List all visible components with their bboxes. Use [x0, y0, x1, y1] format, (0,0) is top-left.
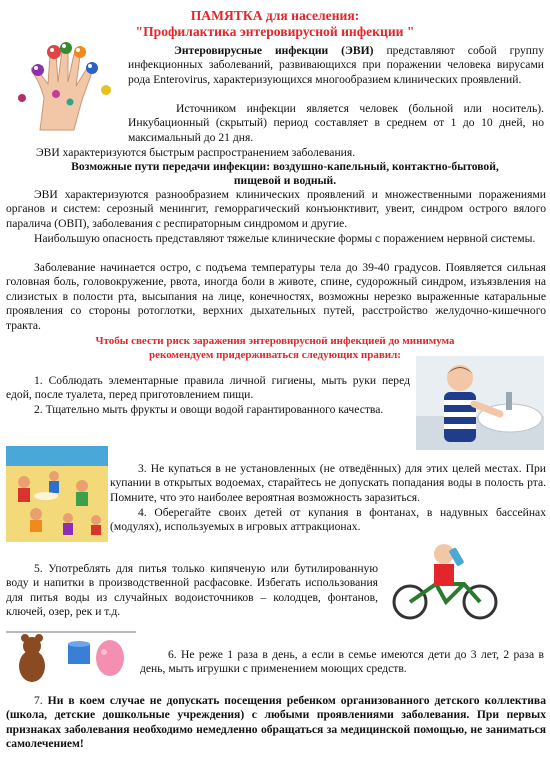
page-subtitle: "Профилактика энтеровирусной инфекции " — [135, 24, 415, 39]
intro-paragraph — [128, 44, 544, 87]
rule-2: 2. Тщательно мыть фрукты и овощи водой гарантированного качества. — [34, 403, 384, 416]
beach-crowd-icon — [6, 446, 108, 542]
intro-definition: представляют собой группу инфекционных заболеваний, развивающихся при поражении человека вирусами рода Enterovirus, характеризующихся многообразием клинических проявлений. — [128, 44, 544, 86]
rule-4: 4. Оберегайте своих детей от купания в фонтанах, в надувных бассейнах (модулях), используемых в игровых аттракционах. — [110, 506, 546, 534]
rule-7-text: Ни в коем случае не допускать посещения ребенком организованного детского коллектива (школа, детские дошкольные учреждения) с любыми проявлениями заболевания. При первых признаках заболевания необходимо немедленно обращаться за медицинской помощью, не заниматься самолечением! — [6, 694, 546, 751]
page-title: ПАМЯТКА для населения: — [190, 8, 360, 23]
danger-paragraph: Наибольшую опасность представляют тяжелые клинические формы с поражением нервной системы. — [34, 232, 536, 245]
transmission-heading: Возможные пути передачи инфекции: воздушно-капельный, контактно-бытовой, пищевой и водный. — [71, 160, 499, 188]
virus-hand-icon — [10, 42, 122, 132]
rule-5: 5. Употреблять для питья только кипяченую или бутилированную воду и напитки в производственной расфасовке. Избегать использования для питья воды из случайных водоисточников – колодцев, фонтанов, ключей, озер, рек и т.д. — [6, 562, 378, 619]
child-drinking-icon — [386, 540, 504, 622]
rule-3: 3. Не купаться в не установленных (не отведённых) для этих целей местах. При купании в открытых водоемах, старайтесь не допускать попадания воды в полость рта. Помните, что это наиболее вероятная возможность заразиться. — [110, 462, 546, 504]
symptoms-paragraph: ЭВИ характеризуются разнообразием клинических проявлений и множественными поражениями органов и систем: серозный менингит, геморрагический конъюнктивит, увеит, синдром острого вялого паралича (ОВП), заболевания с респираторным синдромом и другие. — [6, 188, 546, 230]
rule-7-number: 7. — [34, 694, 43, 707]
source-paragraph: Источником инфекции является человек (больной или носитель). Инкубационный (скрытый) период составляет в среднем от 1 до 10 дней, но максимальный до 21 дня. — [128, 102, 544, 144]
rule-6: 6. Не реже 1 раза в день, а если в семье имеются дети до 3 лет, 2 раза в день, мыть игрушки с применением моющих средств. — [140, 648, 544, 676]
rule-1: 1. Соблюдать элементарные правила личной гигиены, мыть руки перед едой, после туалета, перед приготовлением пищи. — [6, 374, 410, 402]
intro-term: Энтеровирусные инфекции (ЭВИ) — [174, 44, 374, 57]
toys-icon — [6, 626, 136, 686]
spread-paragraph: ЭВИ характеризуются быстрым распространением заболевания. — [36, 146, 356, 159]
risk-heading-line2: рекомендуем придерживаться следующих правил: — [149, 349, 401, 361]
rule-7 — [6, 694, 546, 752]
onset-paragraph: Заболевание начинается остро, с подъема температуры тела до 39-40 градусов. Появляется сильная головная боль, головокружение, рвота, иногда боли в животе, спине, судорожный синдром, изъязвления на слизистых в полости рта, высыпания на лице, конечностях, возможны нерезко выраженные катаральные проявления со стороны ротоглотки, верхних дыхательных путей, расстройство желудочно-кишечного тракта. — [6, 261, 546, 332]
handwashing-boy-icon — [416, 356, 544, 450]
risk-heading-line1: Чтобы свести риск заражения энтеровирусной инфекцией до минимума — [95, 335, 455, 347]
